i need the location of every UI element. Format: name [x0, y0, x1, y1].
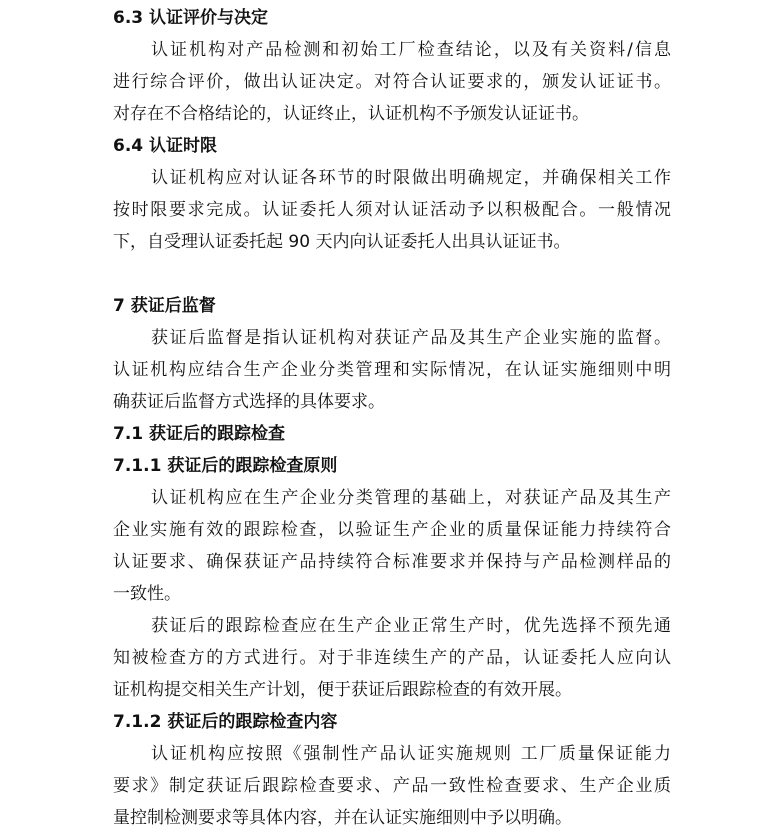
paragraph-line: 企业实施有效的跟踪检查，以验证生产企业的质量保证能力持续符合: [113, 520, 671, 540]
section-heading-6-4: 6.4 认证时限: [113, 136, 218, 156]
paragraph-line: 进行综合评价，做出认证决定。对符合认证要求的，颁发认证证书。: [113, 72, 671, 92]
paragraph-line: 要求》制定获证后跟踪检查要求、产品一致性检查要求、生产企业质: [113, 776, 671, 796]
document-page: [113, 2, 671, 834]
paragraph-line: 证机构提交相关生产计划，便于获证后跟踪检查的有效开展。: [113, 680, 572, 700]
paragraph-line: 认证机构应结合生产企业分类管理和实际情况，在认证实施细则中明: [113, 360, 671, 380]
paragraph-line: 量控制检测要求等具体内容，并在认证实施细则中予以明确。: [113, 808, 572, 828]
paragraph-line: 按时限要求完成。认证委托人须对认证活动予以积极配合。一般情况: [113, 200, 671, 220]
blank-line: [113, 258, 671, 290]
paragraph-line: 一致性。: [113, 584, 181, 604]
section-heading-7-1-1: 7.1.1 获证后的跟踪检查原则: [113, 456, 338, 476]
paragraph-line: 获证后监督是指认证机构对获证产品及其生产企业实施的监督。: [151, 328, 671, 348]
paragraph-line: 获证后的跟踪检查应在生产企业正常生产时，优先选择不预先通: [151, 616, 671, 636]
paragraph-line: 认证机构应按照《强制性产品认证实施规则 工厂质量保证能力: [151, 744, 671, 764]
section-heading-7: 7 获证后监督: [113, 296, 216, 316]
paragraph-line: 下，自受理认证委托起 90 天内向认证委托人出具认证证书。: [113, 232, 571, 252]
paragraph-line: 认证机构应在生产企业分类管理的基础上，对获证产品及其生产: [151, 488, 671, 508]
paragraph-line: 对存在不合格结论的，认证终止，认证机构不予颁发认证证书。: [113, 104, 589, 124]
paragraph-line: 确获证后监督方式选择的具体要求。: [113, 392, 385, 412]
section-heading-6-3: 6.3 认证评价与决定: [113, 8, 269, 28]
section-heading-7-1: 7.1 获证后的跟踪检查: [113, 424, 286, 444]
paragraph-line: 认证要求、确保获证产品持续符合标准要求并保持与产品检测样品的: [113, 552, 671, 572]
section-heading-7-1-2: 7.1.2 获证后的跟踪检查内容: [113, 712, 338, 732]
paragraph-line: 认证机构应对认证各环节的时限做出明确规定，并确保相关工作: [151, 168, 671, 188]
paragraph-line: 知被检查方的方式进行。对于非连续生产的产品，认证委托人应向认: [113, 648, 671, 668]
paragraph-line: 认证机构对产品检测和初始工厂检查结论，以及有关资料/信息: [151, 40, 671, 60]
